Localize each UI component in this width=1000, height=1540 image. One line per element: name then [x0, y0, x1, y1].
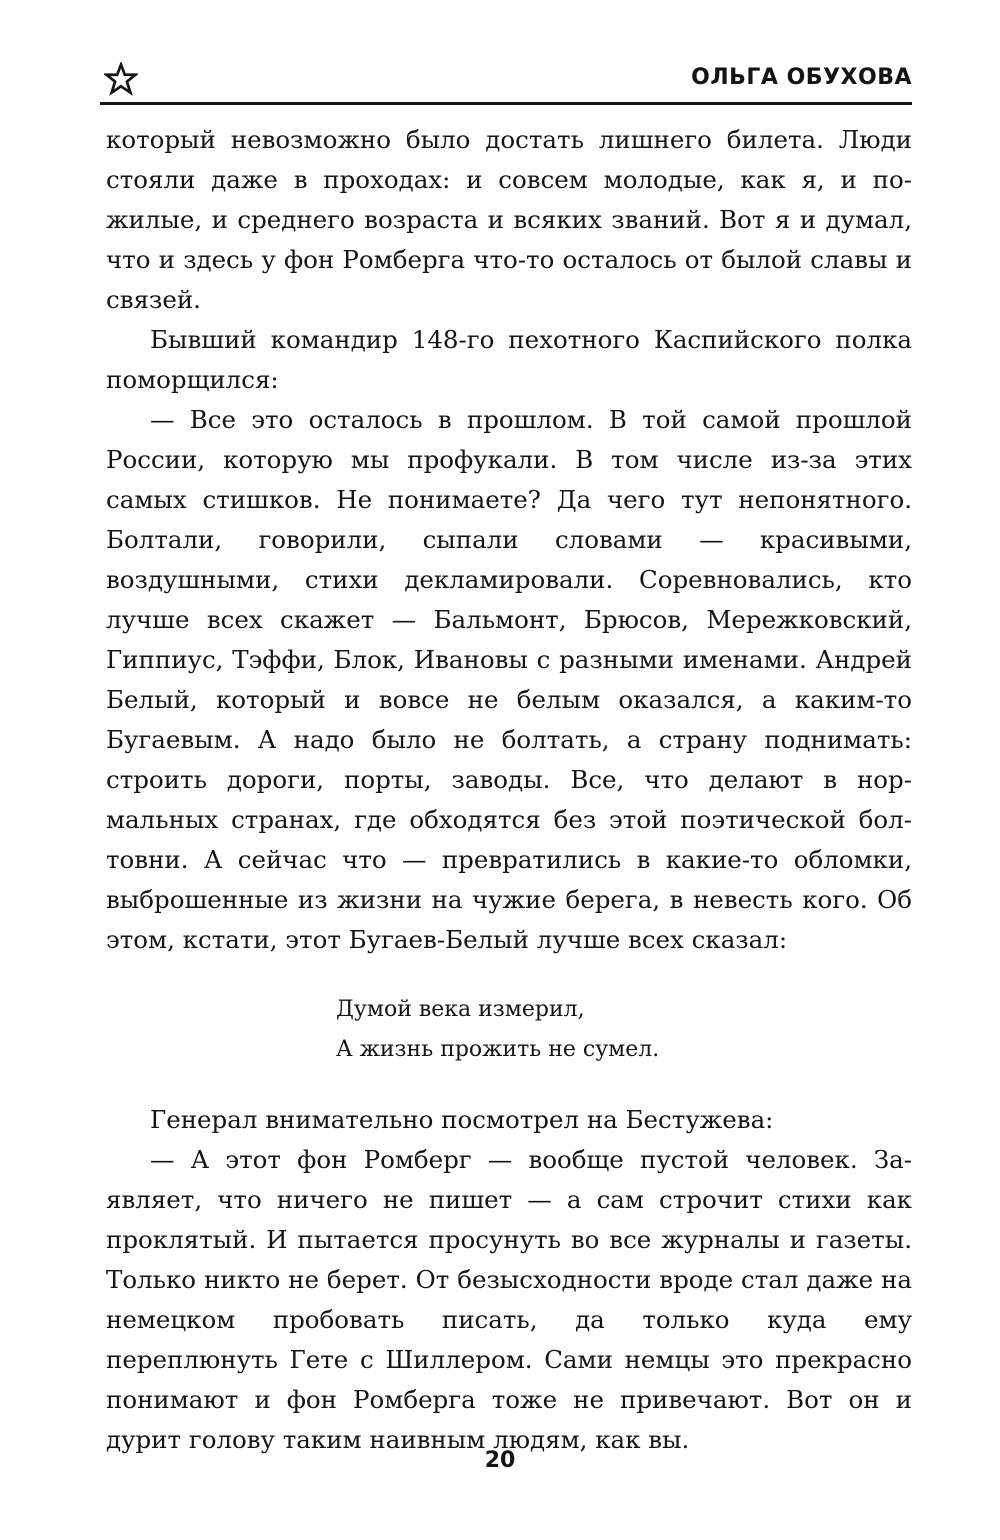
poem-quote: [336, 990, 912, 1070]
paragraph: Генерал внимательно посмотрел на Бестужева:: [150, 1105, 774, 1134]
paragraph: — Все это осталось в прошлом. В той самой прошлой России, которую мы профукали. В том числе из-за этих самых стишков. Не понимаете? Да чего тут непонятного. Болтали, говорили, сыпали словами — красивыми, воздушными, стихи декламировали. Соревновались, кто лучше всех скажет — Бальмонт, Брюсов, Мережковский, Гиппиус, Тэффи, Блок, Ивановы с разными именами. Андрей Белый, который и вовсе не белым оказался, а каким-то Бугаевым. А надо было не болтать, а страну поднимать: строить дороги, порты, заводы. Все, что делают в нормальных странах, где обходятся без этой поэтической болтовни. А сейчас что — превратились в какие-то обломки, выброшенные из жизни на чужие берега, в невесть кого. Об этом, кстати, этот Бугаев-Белый лучше всех сказал:: [106, 405, 912, 954]
star-icon: [104, 62, 138, 96]
paragraph: Бывший командир 148-го пехотного Каспийского полка поморщился:: [106, 325, 912, 394]
body-text: [106, 120, 912, 1460]
paragraph: который невозможно было достать лишнего билета. Люди стояли даже в проходах: и совсем молодые, как я, и пожилые, и среднего возраста и всяких званий. Вот я и думал, что и здесь у фон Ромберга что-то осталось от былой славы и связей.: [106, 125, 912, 314]
poem-line: Думой века измерил,: [336, 997, 585, 1022]
page-number: 20: [484, 1448, 516, 1473]
poem-line: А жизнь прожить не сумел.: [336, 1037, 660, 1062]
paragraph: — А этот фон Ромберг — вообще пустой человек. Заявляет, что ничего не пишет — а сам строчит стихи как проклятый. И пытается просунуть во все журналы и газеты. Только никто не берет. От безысходности вроде стал даже на немецком пробовать писать, да только куда ему переплюнуть Гете с Шиллером. Сами немцы это прекрасно понимают и фон Ромберга тоже не привечают. Вот он и дурит голову таким наивным людям, как вы.: [106, 1145, 912, 1454]
page-header: [100, 52, 912, 105]
author-name: ОЛЬГА ОБУХОВА: [691, 65, 912, 90]
